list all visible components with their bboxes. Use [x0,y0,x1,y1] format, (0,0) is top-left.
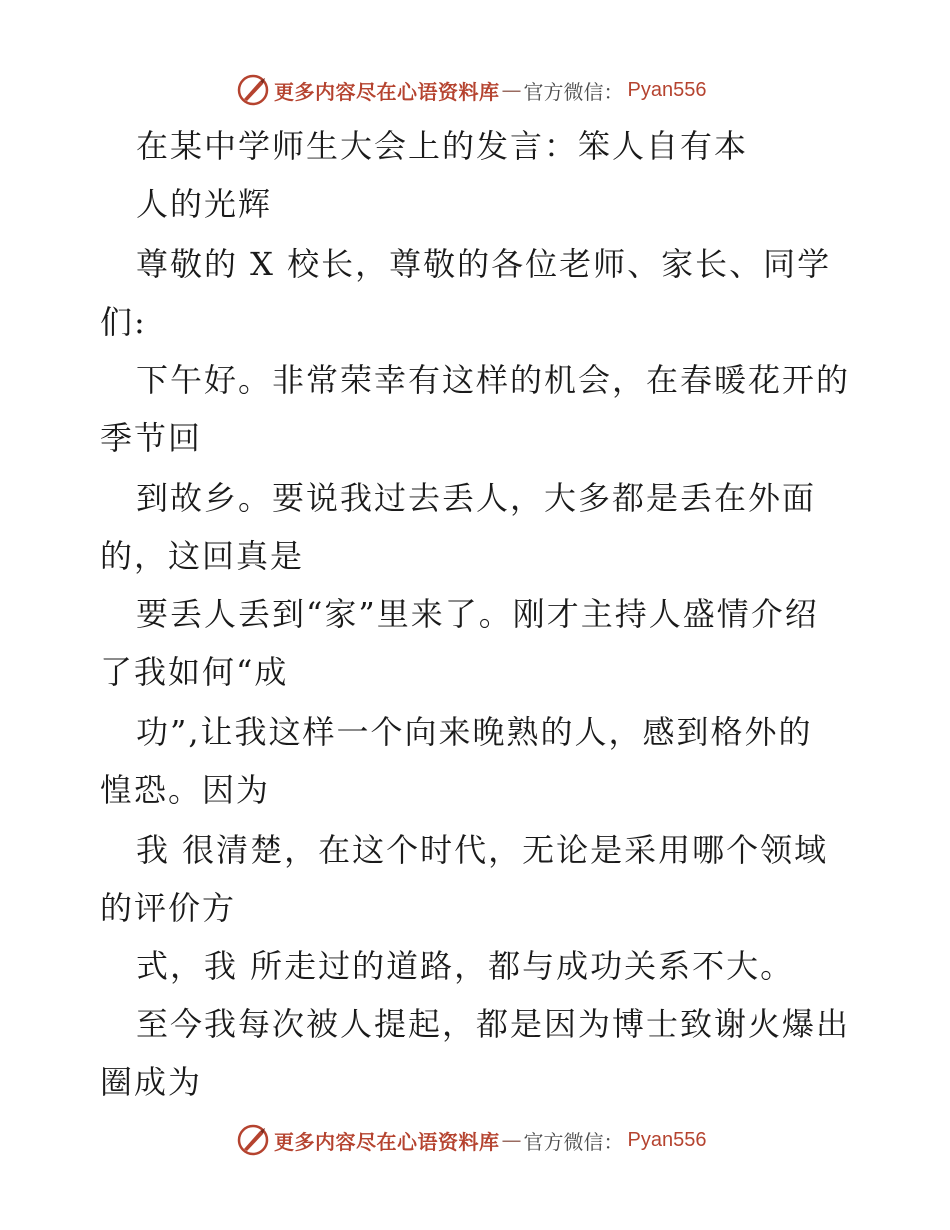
banner-wechat-label: 官方微信： [523,79,624,104]
paragraph-line: 惶恐。因为 [100,771,271,809]
paragraph-line: 式，我 所走过的道路，都与成功关系不大。 [136,947,795,985]
paragraph-line: 至今我每次被人提起，都是因为博士致谢火爆出 [136,1005,851,1043]
banner-dash: — [501,1128,522,1152]
paragraph-line: 要丢人丢到“家”里来了。刚才主持人盛情介绍 [136,595,819,633]
paragraph-line: 季节回 [100,419,203,457]
footer-banner [236,1122,706,1158]
banner-site-name: 更多内容尽在心语资料库 [274,79,500,104]
paragraph-line: 我 很清楚，在这个时代，无论是采用哪个领域 [136,831,829,869]
paragraph-line: 的，这回真是 [100,537,305,575]
doc-title-line-1: 在某中学师生大会上的发言：笨人自有本 [136,127,749,165]
banner-wechat-id: Pyan556 [627,78,707,101]
paragraph-line: 到故乡。要说我过去丢人，大多都是丢在外面 [136,479,817,517]
paragraph-line: 的评价方 [100,889,237,927]
salutation-line: 尊敬的 X 校长，尊敬的各位老师、家长、同学 [136,245,832,283]
paragraph-line: 下午好。非常荣幸有这样的机会，在春暖花开的 [136,361,851,399]
banner-dash: — [501,78,522,102]
paragraph-line: 圈成为 [100,1063,203,1101]
salutation-line-cont: 们: [100,303,147,341]
banner-wechat-id: Pyan556 [627,1128,707,1151]
paragraph-line: 功”,让我这样一个向来晚熟的人，感到格外的 [136,713,813,751]
doc-title-line-2: 人的光辉 [136,185,273,223]
banner-site-name: 更多内容尽在心语资料库 [274,1129,500,1154]
banner-wechat-label: 官方微信： [523,1129,624,1154]
quill-pen-seal-icon [236,73,270,107]
header-banner [236,72,706,108]
quill-pen-seal-icon [236,1123,270,1157]
paragraph-line: 了我如何“成 [100,653,289,691]
